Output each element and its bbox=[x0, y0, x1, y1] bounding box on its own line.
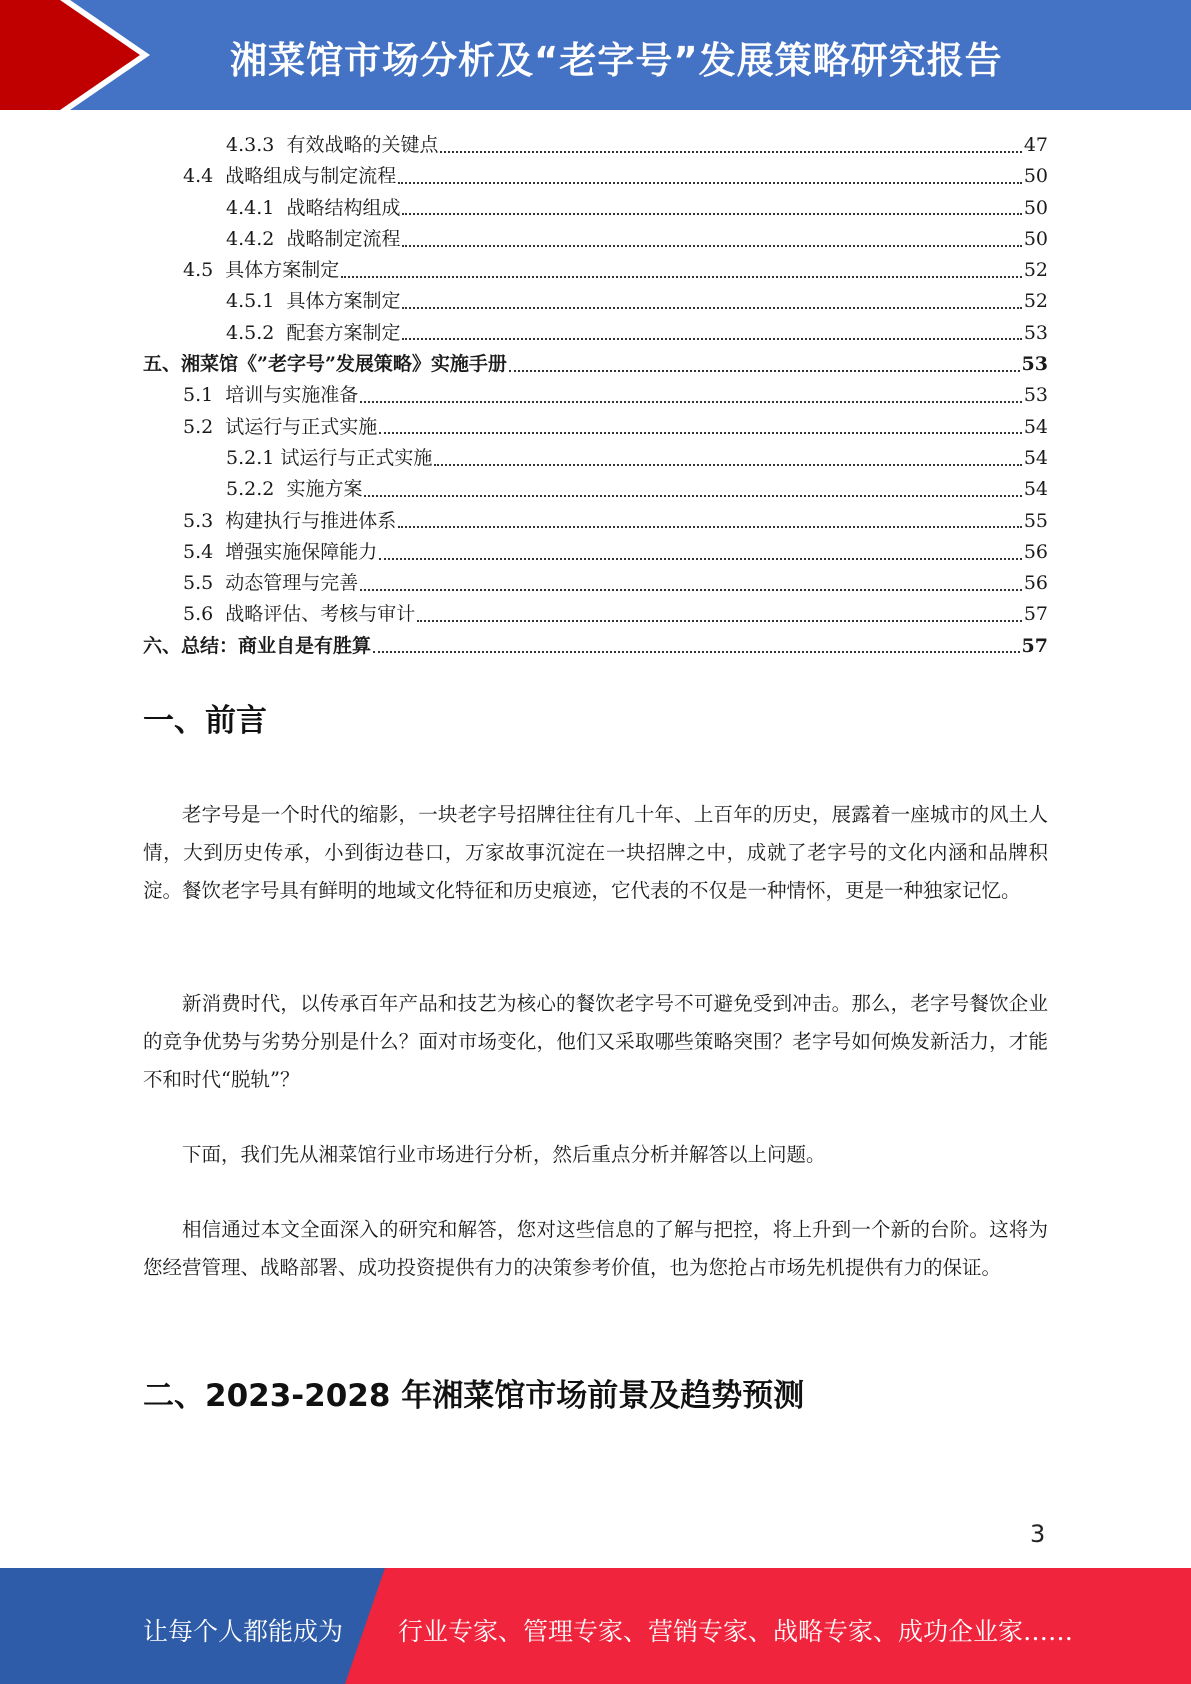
page-number: 3 bbox=[1030, 1520, 1046, 1548]
toc-dot-leader bbox=[434, 464, 1021, 466]
toc-entry-page: 56 bbox=[1023, 540, 1048, 563]
toc-dot-leader bbox=[417, 620, 1022, 622]
paragraph: 新消费时代，以传承百年产品和技艺为核心的餐饮老字号不可避免受到冲击。那么，老字号餐饮企业的竞争优势与劣势分别是什么？面对市场变化，他们又采取哪些策略突围？老字号如何焕发新活力，才能不和时代“脱轨”？ bbox=[143, 992, 1048, 1091]
toc-entry[interactable] bbox=[143, 506, 1048, 537]
toc-entry-page: 53 bbox=[1021, 353, 1048, 376]
header-chevron-arrow bbox=[0, 0, 140, 110]
toc-entry[interactable] bbox=[143, 412, 1048, 443]
toc-entry-title: 构建执行与推进体系 bbox=[225, 509, 397, 532]
toc-entry[interactable] bbox=[143, 568, 1048, 599]
toc-entry-number: 六、 bbox=[143, 634, 182, 657]
toc-entry-number: 5.5 bbox=[183, 572, 226, 595]
toc-entry[interactable] bbox=[143, 255, 1048, 286]
toc-entry-number: 4.4.1 bbox=[226, 196, 287, 219]
toc-entry-page: 53 bbox=[1023, 321, 1048, 344]
toc-entry[interactable] bbox=[143, 130, 1048, 161]
toc-entry[interactable] bbox=[143, 193, 1048, 224]
toc-entry[interactable] bbox=[143, 599, 1048, 630]
toc-dot-leader bbox=[402, 245, 1021, 247]
toc-entry-number: 4.5 bbox=[183, 259, 226, 282]
toc-entry-title: 有效战略的关键点 bbox=[286, 134, 439, 156]
toc-entry[interactable] bbox=[143, 161, 1048, 192]
toc-entry[interactable] bbox=[143, 380, 1048, 411]
toc-entry-title: 培训与实施准备 bbox=[225, 384, 359, 407]
table-of-contents bbox=[143, 130, 1048, 662]
toc-entry-page: 57 bbox=[1021, 634, 1048, 657]
paragraph: 相信通过本文全面深入的研究和解答，您对这些信息的了解与把控，将上升到一个新的台阶。这将为您经营管理、战略部署、成功投资提供有力的决策参考价值，也为您抢占市场先机提供有力的保证。 bbox=[143, 1218, 1048, 1279]
toc-dot-leader bbox=[360, 589, 1022, 591]
toc-entry[interactable] bbox=[143, 224, 1048, 255]
toc-dot-leader bbox=[402, 307, 1021, 309]
toc-entry[interactable] bbox=[143, 318, 1048, 349]
toc-entry-page: 50 bbox=[1023, 196, 1048, 219]
toc-entry-number: 5.6 bbox=[183, 603, 226, 626]
toc-entry-title: 试运行与正式实施 bbox=[225, 415, 378, 438]
toc-entry-title: 试运行与正式实施 bbox=[280, 446, 433, 469]
toc-entry-number: 5.1 bbox=[183, 384, 226, 407]
page-footer bbox=[0, 1568, 1191, 1684]
toc-entry-title: 配套方案制定 bbox=[286, 321, 401, 344]
toc-entry-number: 4.5.2 bbox=[226, 321, 287, 344]
toc-entry-title: 实施方案 bbox=[286, 478, 363, 501]
toc-entry-number: 4.3.3 bbox=[226, 134, 287, 156]
report-title: 湘菜馆市场分析及“老字号”发展策略研究报告 bbox=[230, 39, 1003, 82]
toc-entry-title: 具体方案制定 bbox=[225, 259, 340, 282]
toc-entry-title: 战略结构组成 bbox=[286, 196, 401, 219]
toc-dot-leader bbox=[379, 432, 1022, 434]
toc-entry-page: 55 bbox=[1023, 509, 1048, 532]
toc-entry-page: 47 bbox=[1023, 134, 1048, 156]
paragraph: 老字号是一个时代的缩影，一块老字号招牌往往有几十年、上百年的历史，展露着一座城市的风土人情，大到历史传承，小到街边巷口，万家故事沉淀在一块招牌之中，成就了老字号的文化内涵和品牌积淀。餐饮老字号具有鲜明的地域文化特征和历史痕迹，它代表的不仅是一种情怀，更是一种独家记忆。 bbox=[143, 803, 1048, 902]
footer-slogan-left: 让每个人都能成为 bbox=[143, 1617, 344, 1646]
toc-entry-page: 54 bbox=[1023, 415, 1048, 438]
toc-dot-leader bbox=[402, 338, 1021, 340]
toc-dot-leader bbox=[440, 151, 1021, 153]
page-header bbox=[0, 0, 1191, 110]
toc-entry-title: 战略制定流程 bbox=[286, 227, 401, 250]
toc-entry-title: 具体方案制定 bbox=[286, 290, 401, 313]
toc-entry[interactable] bbox=[143, 537, 1048, 568]
footer-slogan-right: 行业专家、管理专家、营销专家、战略专家、成功企业家…… bbox=[398, 1617, 1074, 1646]
toc-entry[interactable] bbox=[143, 443, 1048, 474]
toc-entry-page: 57 bbox=[1023, 603, 1048, 626]
toc-dot-leader bbox=[360, 401, 1022, 403]
toc-entry[interactable] bbox=[143, 631, 1048, 662]
toc-entry-number: 5.2.2 bbox=[226, 478, 287, 501]
toc-dot-leader bbox=[373, 651, 1020, 653]
toc-entry-title: 动态管理与完善 bbox=[225, 572, 359, 595]
toc-entry-title: 湘菜馆《”老字号”发展策略》实施手册 bbox=[181, 353, 507, 376]
toc-entry-number: 5.2.1 bbox=[226, 446, 281, 469]
toc-dot-leader bbox=[509, 370, 1020, 372]
toc-entry-page: 54 bbox=[1023, 446, 1048, 469]
toc-dot-leader bbox=[398, 182, 1022, 184]
toc-entry-page: 56 bbox=[1023, 572, 1048, 595]
toc-entry-page: 50 bbox=[1023, 165, 1048, 188]
toc-entry-page: 50 bbox=[1023, 227, 1048, 250]
toc-dot-leader bbox=[398, 526, 1022, 528]
toc-entry-number: 五、 bbox=[143, 353, 182, 376]
toc-entry-page: 52 bbox=[1023, 259, 1048, 282]
section-heading-preface: 一、前言 bbox=[143, 703, 267, 739]
toc-entry-number: 4.4.2 bbox=[226, 227, 287, 250]
toc-entry-number: 5.2 bbox=[183, 415, 226, 438]
toc-entry[interactable] bbox=[143, 286, 1048, 317]
toc-entry-number: 5.3 bbox=[183, 509, 226, 532]
toc-entry[interactable] bbox=[143, 474, 1048, 505]
section-heading-forecast: 二、2023-2028 年湘菜馆市场前景及趋势预测 bbox=[143, 1378, 805, 1414]
toc-entry-number: 4.4 bbox=[183, 165, 226, 188]
toc-entry-title: 战略组成与制定流程 bbox=[225, 165, 397, 188]
toc-entry-title: 增强实施保障能力 bbox=[225, 540, 378, 563]
paragraph: 下面，我们先从湘菜馆行业市场进行分析，然后重点分析并解答以上问题。 bbox=[182, 1143, 826, 1166]
toc-entry-title: 战略评估、考核与审计 bbox=[225, 603, 416, 626]
toc-entry-number: 4.5.1 bbox=[226, 290, 287, 313]
toc-entry[interactable] bbox=[143, 349, 1048, 380]
toc-dot-leader bbox=[364, 495, 1021, 497]
toc-entry-page: 54 bbox=[1023, 478, 1048, 501]
toc-entry-number: 5.4 bbox=[183, 540, 226, 563]
toc-entry-page: 53 bbox=[1023, 384, 1048, 407]
toc-dot-leader bbox=[379, 558, 1022, 560]
toc-dot-leader bbox=[341, 276, 1022, 278]
toc-entry-title: 总结：商业自是有胜算 bbox=[181, 634, 372, 657]
toc-entry-page: 52 bbox=[1023, 290, 1048, 313]
toc-dot-leader bbox=[402, 213, 1021, 215]
